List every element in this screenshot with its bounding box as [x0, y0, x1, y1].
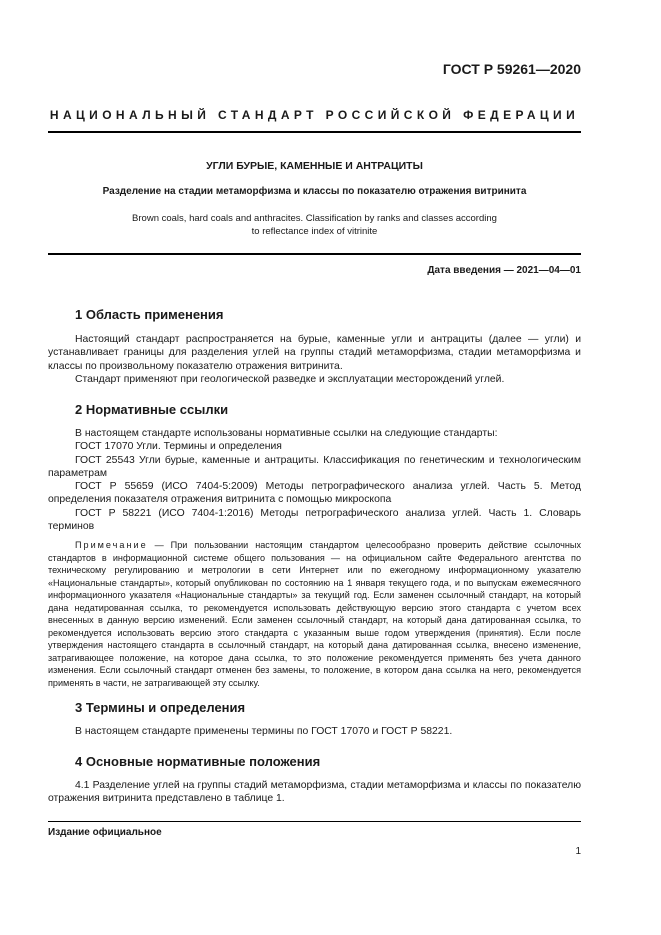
section-1-paragraph-2: Стандарт применяют при геологической разведке и эксплуатации месторождений углей. [75, 374, 505, 385]
section-2-heading: 2 Нормативные ссылки [75, 402, 229, 417]
note-text: — При пользовании настоящим стандартом целесообразно проверить действие ссылочных стандартов в информационной системе общего пользования — на официальном сайте Федерального агентства по техническому регулированию и метрологии в сети Интернет или по ежегодному информационному указателю «Национальные стандарты», который опубликован по состоянию на 1 января текущего года, и по выпускам ежемесячного информационного указателя «Национальные стандарты» за текущий год. Если заменен ссылочный стандарт, на который дана недатированная ссылка, то рекомендуется использовать действующую версию этого стандарта с учетом всех внесенных в данную версию изменений. Если заменен ссылочный стандарт, на который дана датированная ссылка, то рекомендуется использовать версию этого стандарта с указанным выше годом утверждения (принятия). Если после утверждения настоящего стандарта в ссылочный стандарт, на который дана датированная ссылка, внесено изменение, затрагивающее положение, на которое дана ссылка, то это положение рекомендуется применять без учета данного изменения. Если ссылочный стандарт отменен без замены, то положение, в котором дана ссылка на него, рекомендуется применять в части, не затрагивающей эту ссылку. [48, 540, 581, 688]
title-rule [48, 253, 581, 255]
document-title: УГЛИ БУРЫЕ, КАМЕННЫЕ И АНТРАЦИТЫ [206, 160, 423, 172]
title-english-line-1: Brown coals, hard coals and anthracites. Classification by ranks and classes according [132, 213, 497, 224]
document-subtitle: Разделение на стадии метаморфизма и классы по показателю отражения витринита [102, 186, 527, 197]
section-1-paragraph-1: Настоящий стандарт распространяется на бурые, каменные угли и антрациты (далее — угли) и устанавливает границы для разделения углей на группы стадий метаморфизма, стадии метаморфизма и классы по произвольному показателю отражения витринита. [48, 334, 581, 372]
gost-number: ГОСТ Р 59261—2020 [442, 61, 581, 77]
header-rule [48, 131, 581, 133]
reference-gost-17070: ГОСТ 17070 Угли. Термины и определения [75, 441, 282, 452]
section-1-heading: 1 Область применения [75, 307, 224, 322]
reference-gost-25543: ГОСТ 25543 Угли бурые, каменные и антрациты. Классификация по генетическим и технологическим параметрам [48, 455, 581, 480]
footer-rule [48, 821, 581, 822]
section-4-heading: 4 Основные нормативные положения [75, 754, 321, 769]
reference-gost-r-58221: ГОСТ Р 58221 (ИСО 7404-1:2016) Методы петрографического анализа углей. Часть 1. Словарь терминов [48, 508, 581, 533]
note-label: Примечание [75, 540, 148, 550]
introduction-date: Дата введения — 2021—04—01 [427, 265, 581, 276]
normative-references-note [48, 539, 581, 689]
section-3-heading: 3 Термины и определения [75, 700, 246, 715]
title-english-line-2: to reflectance index of vitrinite [251, 226, 378, 237]
document-title-english [48, 212, 581, 238]
section-3-paragraph-1: В настоящем стандарте применены термины по ГОСТ 17070 и ГОСТ Р 58221. [75, 726, 453, 737]
page-number: 1 [575, 846, 581, 857]
official-edition-label: Издание официальное [48, 827, 162, 838]
national-standard-banner: НАЦИОНАЛЬНЫЙ СТАНДАРТ РОССИЙСКОЙ ФЕДЕРАЦИИ [49, 108, 580, 122]
section-4-paragraph-1: 4.1 Разделение углей на группы стадий метаморфизма, стадии метаморфизма и классы по показателю отражения витринита представлено в таблице 1. [48, 780, 581, 805]
section-2-intro: В настоящем стандарте использованы нормативные ссылки на следующие стандарты: [75, 428, 498, 439]
reference-gost-r-55659: ГОСТ Р 55659 (ИСО 7404-5:2009) Методы петрографического анализа углей. Часть 5. Метод определения показателя отражения витринита с помощью микроскопа [48, 481, 581, 506]
